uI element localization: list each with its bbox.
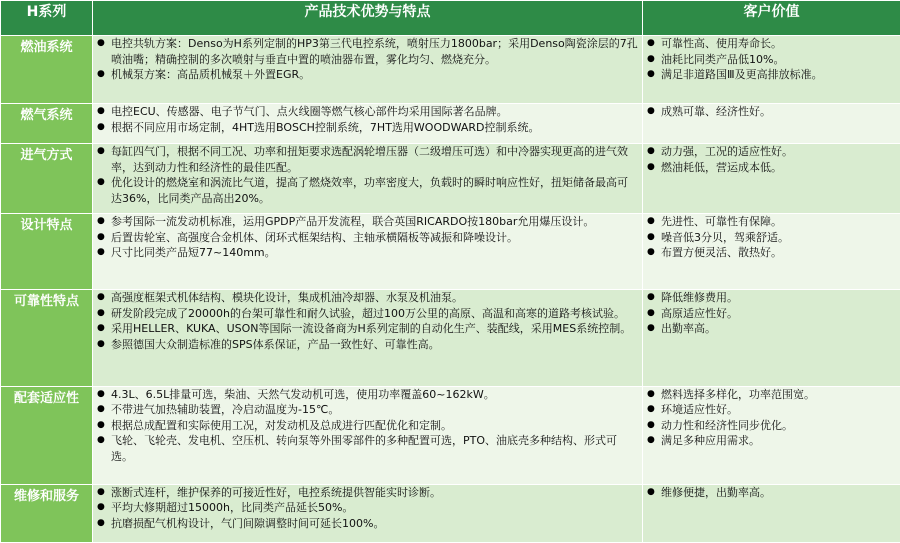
value-item: ● 动力强，工况的适应性好。 [661,144,896,160]
feature-item: ● 根据总成配置和实际使用工况，对发动机及总成进行匹配优化和定制。 [111,418,638,434]
feature-list [93,214,642,261]
row-category: 设计特点 [1,214,93,290]
value-item: ● 先进性、可靠性有保障。 [661,214,896,230]
value-item: ● 燃料选择多样化，功率范围宽。 [661,387,896,403]
feature-item: ● 参照德国大众制造标准的SPS体系保证，产品一致性好、可靠性高。 [111,337,638,353]
feature-item: ● 后置齿轮室、高强度合金机体、闭环式框架结构、主轴承横隔板等减振和降噪设计。 [111,230,638,246]
feature-item: ● 高强度框架式机体结构、模块化设计，集成机油冷却器、水泵及机油泵。 [111,290,638,306]
value-item: ● 出勤率高。 [661,321,896,337]
feature-item: ● 4.3L、6.5L排量可选，柴油、天然气发动机可选，使用功率覆盖60~162kW。 [111,387,638,403]
value-list [643,104,900,120]
table-row [1,214,900,290]
table-row [1,290,900,386]
table-row [1,386,900,484]
row-customer-value [643,36,900,104]
value-list [643,214,900,261]
row-features [93,36,643,104]
value-item: ● 满足多种应用需求。 [661,433,896,449]
row-customer-value [643,104,900,144]
row-customer-value [643,290,900,386]
feature-item: ● 电控ECU、传感器、电子节气门、点火线圈等燃气核心部件均采用国际著名品牌。 [111,104,638,120]
feature-item: ● 涨断式连杆，维护保养的可接近性好，电控系统提供智能实时诊断。 [111,485,638,501]
row-features [93,104,643,144]
feature-item: ● 不带进气加热辅助装置，冷启动温度为-15℃。 [111,402,638,418]
row-customer-value [643,484,900,542]
feature-item: ● 平均大修期超过15000h，比同类产品延长50%。 [111,500,638,516]
header-features: 产品技术优势与特点 [93,1,643,36]
table-row [1,104,900,144]
value-item: ● 布置方便灵活、散热好。 [661,245,896,261]
header-series: H系列 [1,1,93,36]
value-item: ● 动力性和经济性同步优化。 [661,418,896,434]
row-features [93,214,643,290]
value-item: ● 满足非道路国Ⅲ及更高排放标准。 [661,67,896,83]
row-customer-value [643,214,900,290]
value-list [643,36,900,83]
value-item: ● 燃油耗低，营运成本低。 [661,160,896,176]
row-customer-value [643,386,900,484]
row-category: 燃油系统 [1,36,93,104]
feature-item: ● 飞轮、飞轮壳、发电机、空压机、转向泵等外围零部件的多种配置可选，PTO、油底壳多种结构、形式可选。 [111,433,638,464]
value-list [643,144,900,175]
row-category: 燃气系统 [1,104,93,144]
value-item: ● 成熟可靠、经济性好。 [661,104,896,120]
value-item: ● 维修便捷，出勤率高。 [661,485,896,501]
value-list [643,485,900,501]
feature-item: ● 每缸四气门，根据不同工况、功率和扭矩要求选配涡轮增压器（二级增压可选）和中冷器实现更高的进气效率，达到动力性和经济性的最佳匹配。 [111,144,638,175]
header-customer-value: 客户价值 [643,1,900,36]
row-category: 可靠性特点 [1,290,93,386]
table-body [1,36,900,543]
row-category: 进气方式 [1,144,93,214]
table-row [1,484,900,542]
row-features [93,484,643,542]
feature-list [93,387,642,465]
row-features [93,144,643,214]
table-row [1,36,900,104]
value-item: ● 高原适应性好。 [661,306,896,322]
value-item: ● 降低维修费用。 [661,290,896,306]
row-features [93,290,643,386]
feature-item: ● 参考国际一流发动机标准，运用GPDP产品开发流程，联合英国RICARDO按180bar允用爆压设计。 [111,214,638,230]
row-category: 配套适应性 [1,386,93,484]
value-item: ● 噪音低3分贝，驾乘舒适。 [661,230,896,246]
feature-item: ● 抗磨损配气机构设计，气门间隙调整时间可延长100%。 [111,516,638,532]
value-item: ● 可靠性高、使用寿命长。 [661,36,896,52]
value-list [643,387,900,449]
feature-item: ● 优化设计的燃烧室和涡流比气道，提高了燃烧效率，功率密度大，负载时的瞬时响应性好，扭矩储备最高可达36%，比同类产品高出20%。 [111,175,638,206]
table-row [1,144,900,214]
feature-item: ● 机械泵方案：高品质机械泵＋外置EGR。 [111,67,638,83]
feature-item: ● 根据不同应用市场定制，4HT选用BOSCH控制系统，7HT选用WOODWARD控制系统。 [111,120,638,136]
header-row [1,1,900,36]
feature-list [93,290,642,352]
value-item: ● 环境适应性好。 [661,402,896,418]
feature-list [93,104,642,135]
feature-list [93,485,642,532]
feature-item: ● 研发阶段完成了20000h的台架可靠性和耐久试验，超过100万公里的高原、高温和高寒的道路考核试验。 [111,306,638,322]
value-item: ● 油耗比同类产品低10%。 [661,52,896,68]
feature-list [93,144,642,206]
row-category: 维修和服务 [1,484,93,542]
row-customer-value [643,144,900,214]
feature-list [93,36,642,83]
row-features [93,386,643,484]
value-list [643,290,900,337]
feature-item: ● 电控共轨方案：Denso为H系列定制的HP3第三代电控系统，喷射压力1800bar；采用Denso陶瓷涂层的7孔喷油嘴；精确控制的多次喷射与垂直中置的喷油器布置，雾化均匀、燃烧充分。 [111,36,638,67]
feature-item: ● 采用HELLER、KUKA、USON等国际一流设备商为H系列定制的自动化生产、装配线，采用MES系统控制。 [111,321,638,337]
feature-item: ● 尺寸比同类产品短77~140mm。 [111,245,638,261]
